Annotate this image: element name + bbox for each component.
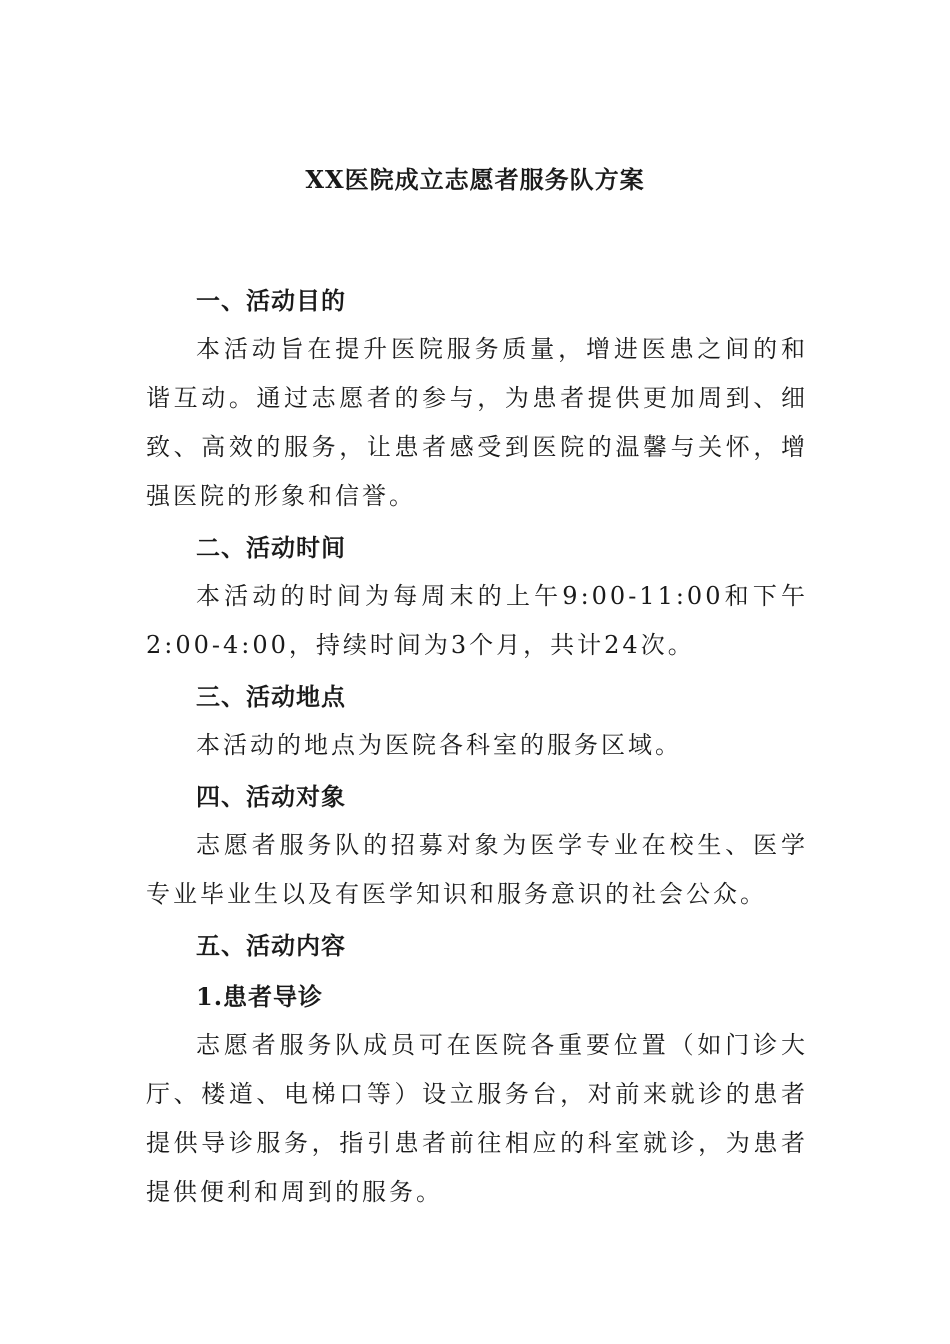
section-heading-target: 四、活动对象: [196, 782, 346, 811]
section-heading-location: 三、活动地点: [196, 682, 346, 711]
section-paragraph-purpose: 本活动旨在提升医院服务质量，增进医患之间的和谐互动。通过志愿者的参与，为患者提供更加周到、细致、高效的服务，让患者感受到医院的温馨与关怀，增强医院的形象和信誉。: [146, 335, 808, 510]
section-heading-content: 五、活动内容: [196, 931, 346, 960]
section-paragraph-target: 志愿者服务队的招募对象为医学专业在校生、医学专业毕业生以及有医学知识和服务意识的社会公众。: [146, 831, 808, 908]
section-heading-purpose: 一、活动目的: [196, 286, 346, 315]
subsection-paragraph-guidance: 志愿者服务队成员可在医院各重要位置（如门诊大厅、楼道、电梯口等）设立服务台，对前来就诊的患者提供导诊服务，指引患者前往相应的科室就诊，为患者提供便利和周到的服务。: [146, 1031, 808, 1206]
section-paragraph-location: 本活动的地点为医院各科室的服务区域。: [196, 731, 682, 759]
subsection-heading-guidance: 1.患者导诊: [196, 982, 324, 1011]
section-paragraph-time: 本活动的时间为每周末的上午9:00-11:00和下午2:00-4:00，持续时间为3个月，共计24次。: [146, 582, 808, 659]
section-heading-time: 二、活动时间: [196, 533, 346, 562]
document-body: [146, 276, 808, 1217]
document-title: XX医院成立志愿者服务队方案: [305, 165, 645, 194]
